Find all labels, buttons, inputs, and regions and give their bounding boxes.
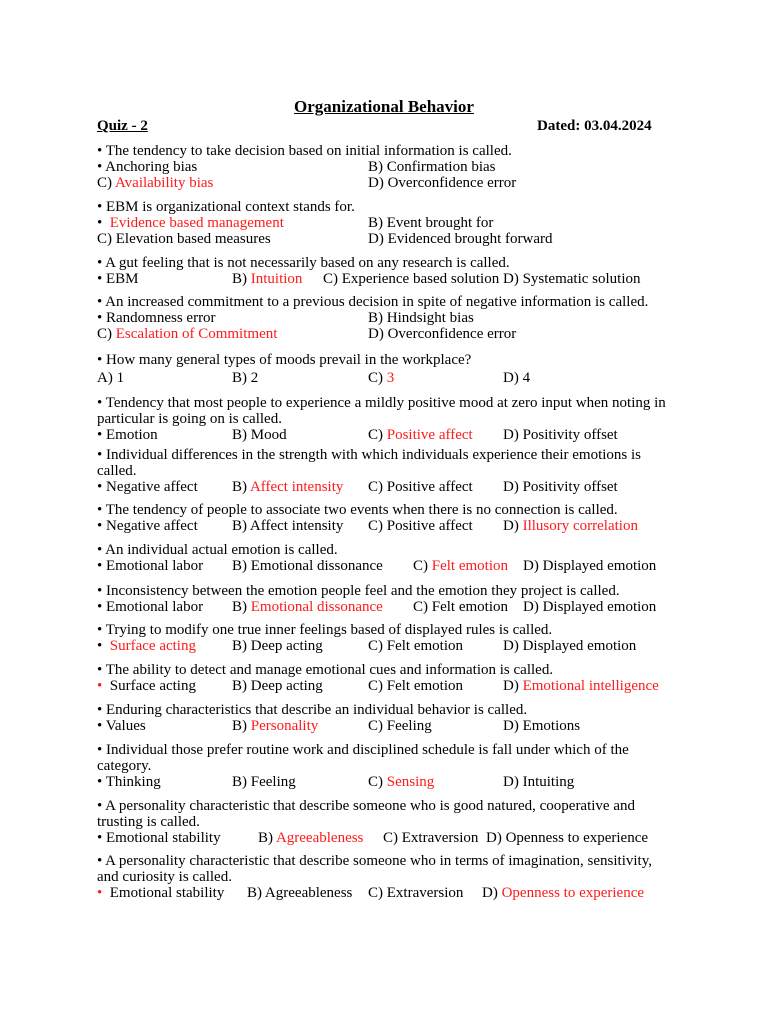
question-text: • The tendency to take decision based on initial information is called. bbox=[97, 143, 512, 159]
answer: Escalation of Commitment bbox=[115, 326, 278, 342]
question bbox=[97, 742, 672, 790]
question bbox=[97, 853, 672, 901]
option-c bbox=[97, 175, 213, 191]
option-a: • Negative affect bbox=[97, 479, 198, 495]
option-a: • EBM bbox=[97, 271, 139, 287]
option-a: • Randomness error bbox=[97, 310, 216, 326]
option-c bbox=[368, 774, 434, 790]
option-a: • Emotion bbox=[97, 427, 158, 443]
option-b bbox=[258, 830, 363, 846]
option-d: D) Positivity offset bbox=[503, 479, 618, 495]
option-d: D) Overconfidence error bbox=[368, 175, 517, 191]
question bbox=[97, 294, 672, 342]
option-c: C) Extraversion bbox=[383, 830, 479, 846]
option-c: C) Positive affect bbox=[368, 479, 473, 495]
option-d: D) Openness to experience bbox=[486, 830, 649, 846]
quiz-number: Quiz - 2 bbox=[97, 118, 148, 134]
question bbox=[97, 143, 672, 191]
answer: Illusory correlation bbox=[522, 518, 638, 534]
option-b: B) Confirmation bias bbox=[368, 159, 496, 175]
option-prefix: D) bbox=[503, 518, 523, 534]
question bbox=[97, 255, 672, 287]
option-d: D) Overconfidence error bbox=[368, 326, 517, 342]
option-prefix: B) bbox=[232, 599, 251, 615]
bullet: • bbox=[97, 215, 110, 231]
option-d: D) Evidenced brought forward bbox=[368, 231, 553, 247]
answer: Intuition bbox=[250, 271, 303, 287]
option-label: Emotional stability bbox=[102, 885, 225, 901]
option-prefix: D) bbox=[482, 885, 502, 901]
option-c: C) Felt emotion bbox=[368, 678, 463, 694]
option-c bbox=[368, 370, 394, 386]
answer: Felt emotion bbox=[431, 558, 508, 574]
option-prefix: C) bbox=[97, 175, 115, 191]
option-a bbox=[97, 215, 284, 231]
option-d bbox=[482, 885, 644, 901]
option-b: B) Hindsight bias bbox=[368, 310, 474, 326]
question bbox=[97, 199, 672, 247]
option-prefix: D) bbox=[503, 678, 523, 694]
quiz-date: Dated: 03.04.2024 bbox=[537, 118, 652, 134]
option-b: B) 2 bbox=[232, 370, 259, 386]
question bbox=[97, 583, 672, 615]
bullet: • bbox=[97, 885, 103, 901]
option-prefix: C) bbox=[413, 558, 432, 574]
option-a: • Anchoring bias bbox=[97, 159, 198, 175]
question-text: • A personality characteristic that describe someone who in terms of imagination, sensitivity, and curiosity is called. bbox=[97, 853, 652, 885]
option-a: • Emotional labor bbox=[97, 599, 204, 615]
option-a bbox=[97, 638, 196, 654]
option-prefix: B) bbox=[258, 830, 276, 846]
question bbox=[97, 622, 672, 654]
option-d bbox=[503, 518, 638, 534]
question-text: • Inconsistency between the emotion people feel and the emotion they project is called. bbox=[97, 583, 620, 599]
question bbox=[97, 798, 672, 846]
answer: Sensing bbox=[386, 774, 435, 790]
option-a: • Negative affect bbox=[97, 518, 198, 534]
option-d: D) Displayed emotion bbox=[503, 638, 637, 654]
question-text: • Individual those prefer routine work and disciplined schedule is fall under which of the category. bbox=[97, 742, 629, 774]
option-prefix: C) bbox=[368, 427, 387, 443]
option-prefix: B) bbox=[232, 271, 251, 287]
question bbox=[97, 702, 672, 734]
question-text: • An increased commitment to a previous decision in spite of negative information is called. bbox=[97, 294, 649, 310]
option-c: C) Positive affect bbox=[368, 518, 473, 534]
option-b bbox=[232, 271, 302, 287]
bullet: • bbox=[97, 638, 110, 654]
option-c: C) Experience based solution bbox=[323, 271, 500, 287]
question-text: • Individual differences in the strength with which individuals experience their emotions is called. bbox=[97, 447, 642, 479]
question-text: • The ability to detect and manage emotional cues and information is called. bbox=[97, 662, 554, 678]
answer: Openness to experience bbox=[501, 885, 645, 901]
question-text: • A gut feeling that is not necessarily based on any research is called. bbox=[97, 255, 510, 271]
option-b: B) Emotional dissonance bbox=[232, 558, 383, 574]
option-d: D) Systematic solution bbox=[503, 271, 641, 287]
option-b bbox=[232, 599, 383, 615]
answer: Surface acting bbox=[109, 638, 196, 654]
question bbox=[97, 395, 672, 443]
option-c: C) Extraversion bbox=[368, 885, 464, 901]
option-b: B) Feeling bbox=[232, 774, 296, 790]
option-b: B) Deep acting bbox=[232, 678, 323, 694]
question-text: • A personality characteristic that describe someone who is good natured, cooperative and trusting is called. bbox=[97, 798, 635, 830]
question-text: • Enduring characteristics that describe an individual behavior is called. bbox=[97, 702, 528, 718]
option-c bbox=[97, 326, 277, 342]
answer: Emotional intelligence bbox=[522, 678, 659, 694]
option-a: • Emotional labor bbox=[97, 558, 204, 574]
option-b: B) Agreeableness bbox=[247, 885, 353, 901]
option-d: D) Intuiting bbox=[503, 774, 575, 790]
question bbox=[97, 662, 672, 694]
question-text: • How many general types of moods prevail in the workplace? bbox=[97, 352, 472, 368]
option-b bbox=[232, 479, 343, 495]
answer: Availability bias bbox=[114, 175, 214, 191]
answer: 3 bbox=[386, 370, 395, 386]
option-b bbox=[232, 718, 318, 734]
option-a: • Thinking bbox=[97, 774, 161, 790]
question bbox=[97, 352, 672, 386]
question-text: • Trying to modify one true inner feelings based of displayed rules is called. bbox=[97, 622, 553, 638]
option-a: A) 1 bbox=[97, 370, 125, 386]
option-c bbox=[368, 427, 473, 443]
answer: Positive affect bbox=[386, 427, 473, 443]
question-text: • Tendency that most people to experience a mildly positive mood at zero input when noting in particular is going on is called. bbox=[97, 395, 666, 427]
option-d: D) 4 bbox=[503, 370, 531, 386]
answer: Emotional dissonance bbox=[250, 599, 383, 615]
bullet: • bbox=[97, 678, 103, 694]
option-c: C) Felt emotion bbox=[368, 638, 463, 654]
option-b: B) Affect intensity bbox=[232, 518, 344, 534]
option-d: D) Displayed emotion bbox=[523, 599, 657, 615]
option-prefix: C) bbox=[368, 774, 387, 790]
option-a bbox=[97, 885, 224, 901]
option-d bbox=[503, 678, 659, 694]
question-text: • An individual actual emotion is called. bbox=[97, 542, 338, 558]
answer: Affect intensity bbox=[249, 479, 344, 495]
option-b: B) Deep acting bbox=[232, 638, 323, 654]
question-text: • EBM is organizational context stands for. bbox=[97, 199, 355, 215]
option-d: D) Displayed emotion bbox=[523, 558, 657, 574]
answer: Evidence based management bbox=[109, 215, 284, 231]
option-c: C) Felt emotion bbox=[413, 599, 508, 615]
option-c bbox=[413, 558, 508, 574]
question bbox=[97, 502, 672, 534]
option-c: C) Elevation based measures bbox=[97, 231, 271, 247]
page-title: Organizational Behavior bbox=[294, 97, 474, 116]
option-d: D) Positivity offset bbox=[503, 427, 618, 443]
answer: Personality bbox=[250, 718, 319, 734]
option-label: Surface acting bbox=[102, 678, 196, 694]
question-text: • The tendency of people to associate two events when there is no connection is called. bbox=[97, 502, 618, 518]
option-b: B) Mood bbox=[232, 427, 287, 443]
option-c: C) Feeling bbox=[368, 718, 432, 734]
option-a: • Emotional stability bbox=[97, 830, 221, 846]
option-a: • Values bbox=[97, 718, 146, 734]
answer: Agreeableness bbox=[275, 830, 364, 846]
option-a bbox=[97, 678, 196, 694]
question bbox=[97, 542, 672, 574]
question bbox=[97, 447, 672, 495]
option-d: D) Emotions bbox=[503, 718, 581, 734]
option-b: B) Event brought for bbox=[368, 215, 494, 231]
option-prefix: C) bbox=[368, 370, 387, 386]
option-prefix: C) bbox=[97, 326, 116, 342]
option-prefix: B) bbox=[232, 718, 251, 734]
option-prefix: B) bbox=[232, 479, 250, 495]
